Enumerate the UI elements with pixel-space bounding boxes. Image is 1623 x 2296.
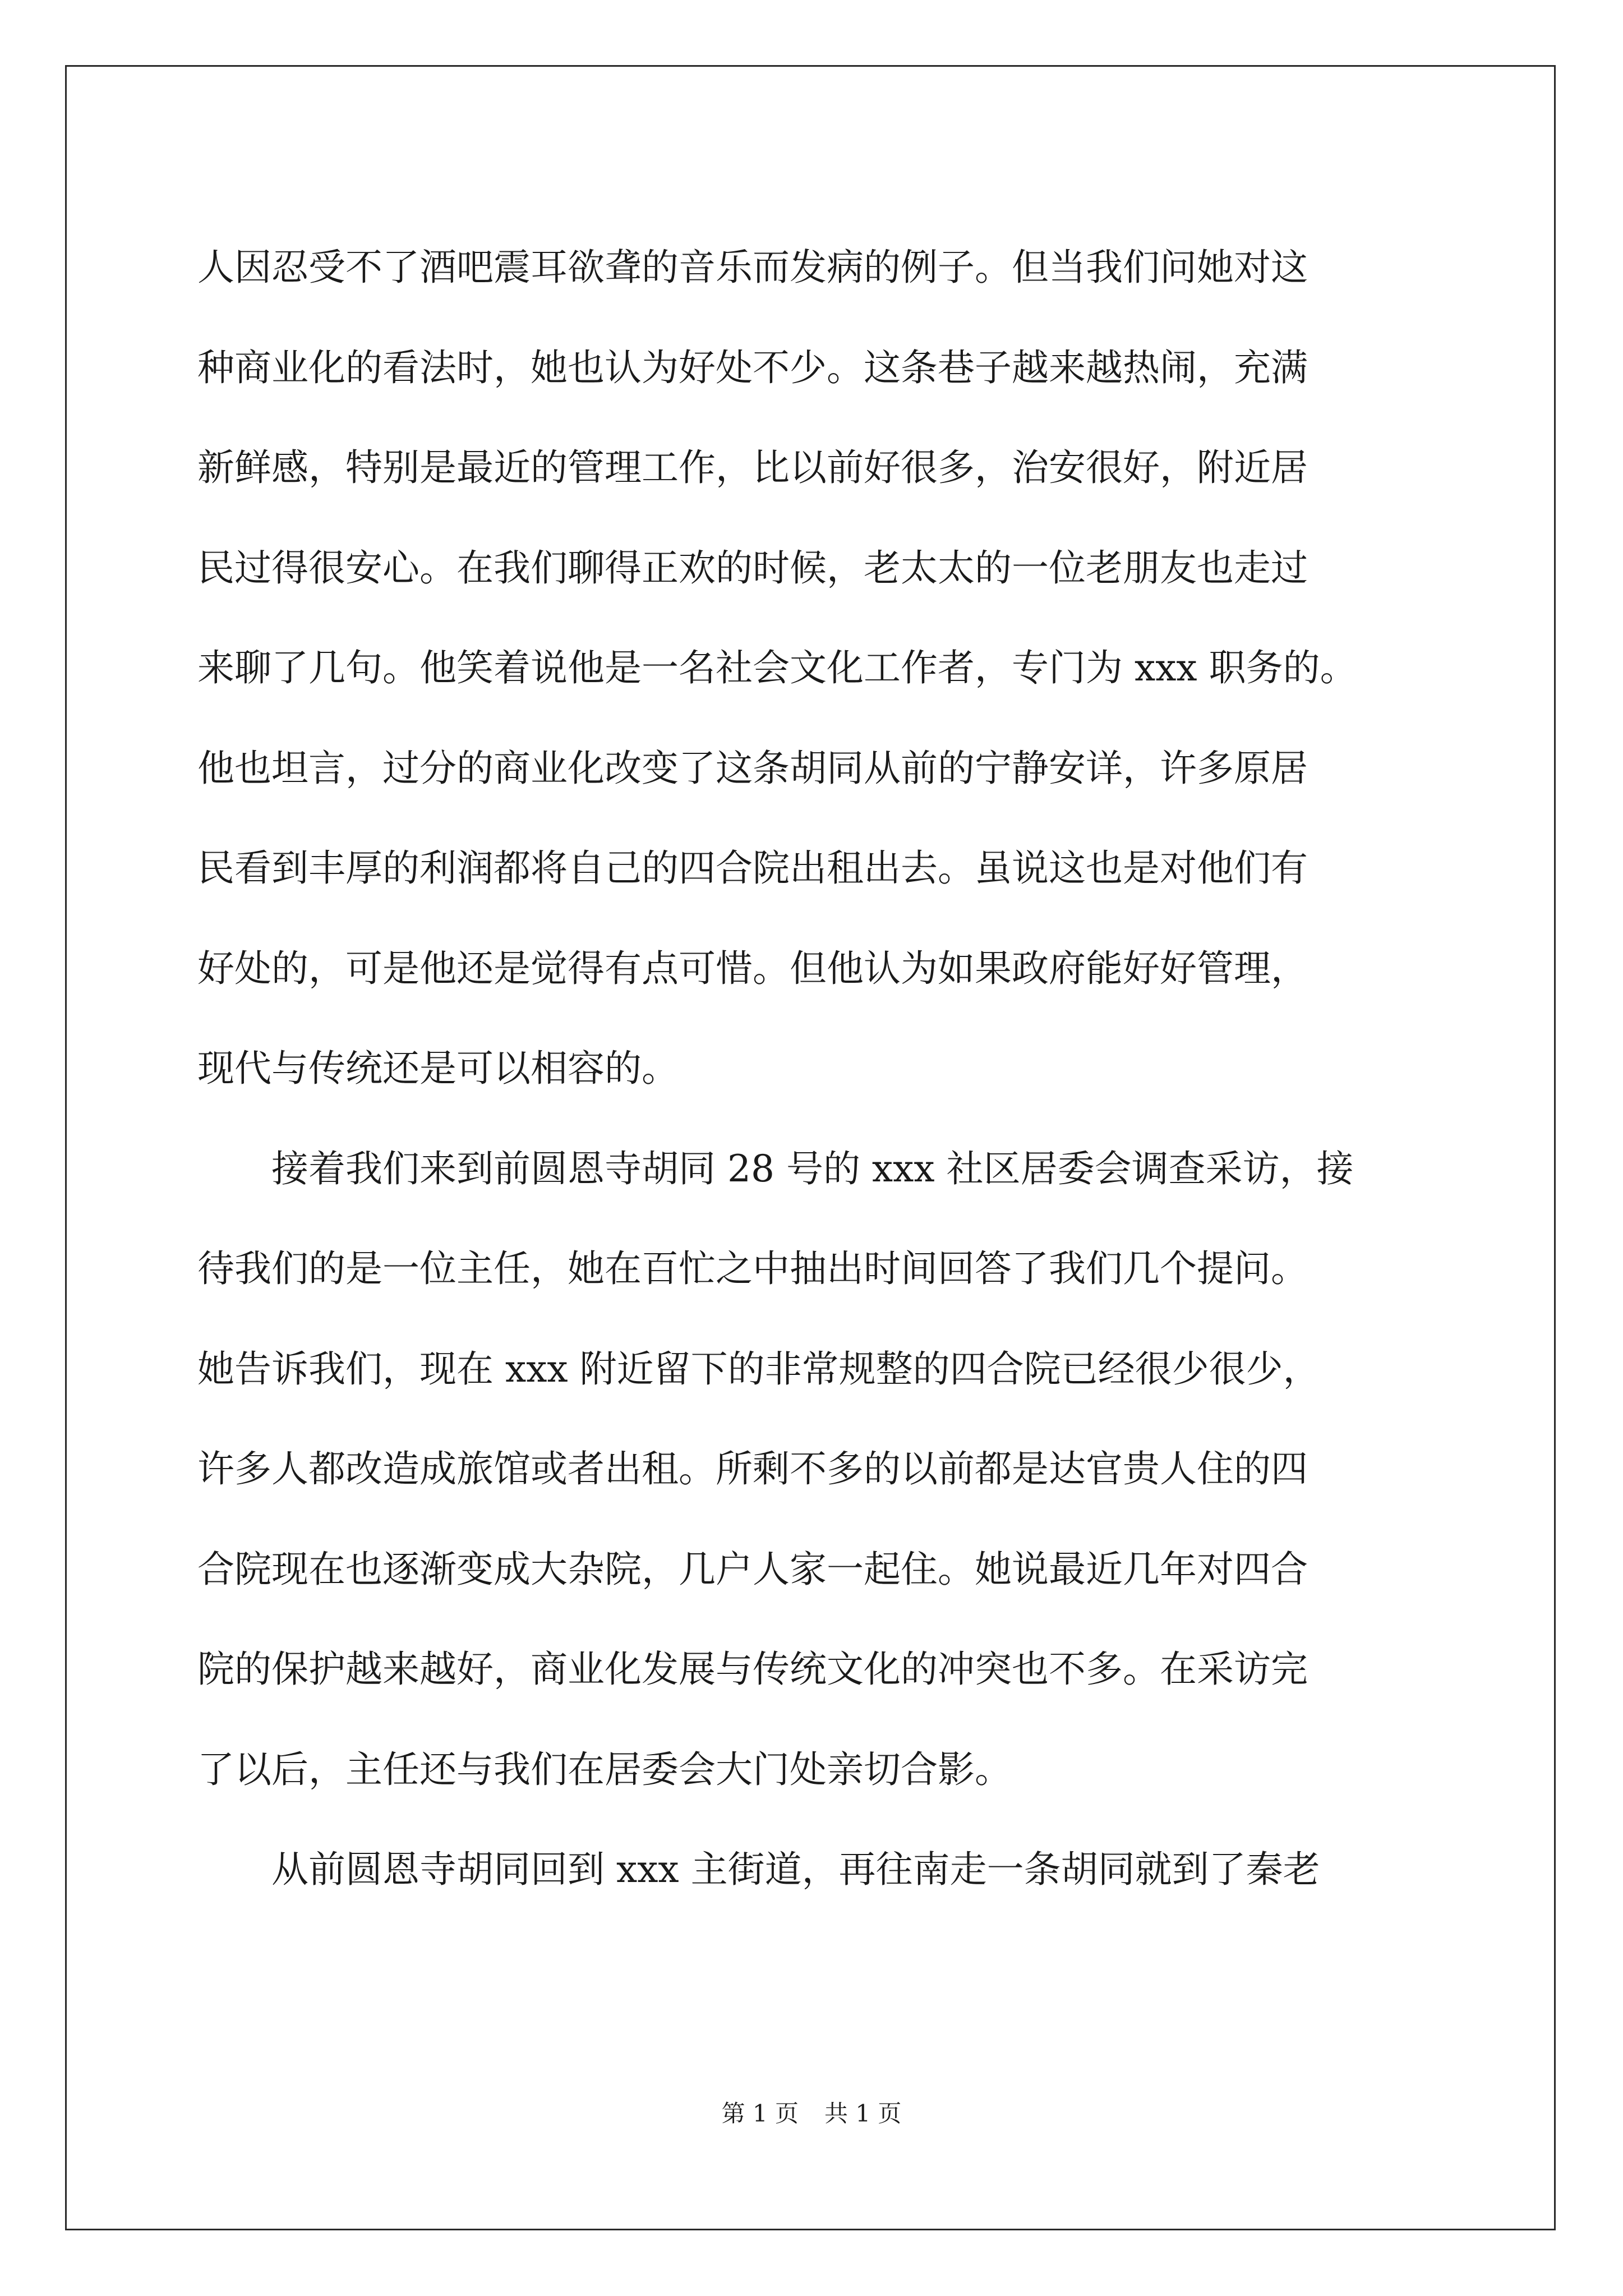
text-line: 许多人都改造成旅馆或者出租。所剩不多的以前都是达官贵人住的四	[197, 1447, 1308, 1490]
text-line: 他也坦言，过分的商业化改变了这条胡同从前的宁静安详，许多原居	[197, 746, 1308, 790]
text-line: 了以后，主任还与我们在居委会大门处亲切合影。	[197, 1747, 1012, 1791]
page-number: 第 1 页	[721, 2100, 799, 2127]
text-line: 她告诉我们，现在 xxx 附近留下的非常规整的四合院已经很少很少，	[197, 1347, 1320, 1391]
text-line: 新鲜感，特别是最近的管理工作，比以前好很多，治安很好，附近居	[197, 446, 1308, 489]
text-line: 待我们的是一位主任，她在百忙之中抽出时间回答了我们几个提问。	[197, 1247, 1308, 1290]
text-line: 好处的，可是他还是觉得有点可惜。但他认为如果政府能好好管理，	[197, 946, 1308, 990]
text-line: 来聊了几句。他笑着说他是一名社会文化工作者，专门为 xxx 职务的。	[197, 646, 1357, 689]
text-line: 种商业化的看法时，她也认为好处不少。这条巷子越来越热闹，充满	[197, 346, 1308, 389]
text-line: 民看到丰厚的利润都将自己的四合院出租出去。虽说这也是对他们有	[197, 846, 1308, 890]
text-line: 现代与传统还是可以相容的。	[197, 1047, 679, 1090]
text-line: 民过得很安心。在我们聊得正欢的时候，老太太的一位老朋友也走过	[197, 546, 1308, 590]
document-body	[197, 218, 1442, 1920]
paragraph-start-line: 接着我们来到前圆恩寺胡同 28 号的 xxx 社区居委会调查采访，接	[271, 1147, 1354, 1190]
text-line: 院的保护越来越好，商业化发展与传统文化的冲突也不多。在采访完	[197, 1648, 1308, 1691]
page-footer	[0, 2097, 1623, 2131]
text-line: 人因忍受不了酒吧震耳欲聋的音乐而发病的例子。但当我们问她对这	[197, 246, 1308, 289]
text-line: 合院现在也逐渐变成大杂院，几户人家一起住。她说最近几年对四合	[197, 1547, 1308, 1591]
page-total: 共 1 页	[824, 2100, 902, 2127]
paragraph-start-line: 从前圆恩寺胡同回到 xxx 主街道，再往南走一条胡同就到了秦老	[271, 1848, 1320, 1891]
